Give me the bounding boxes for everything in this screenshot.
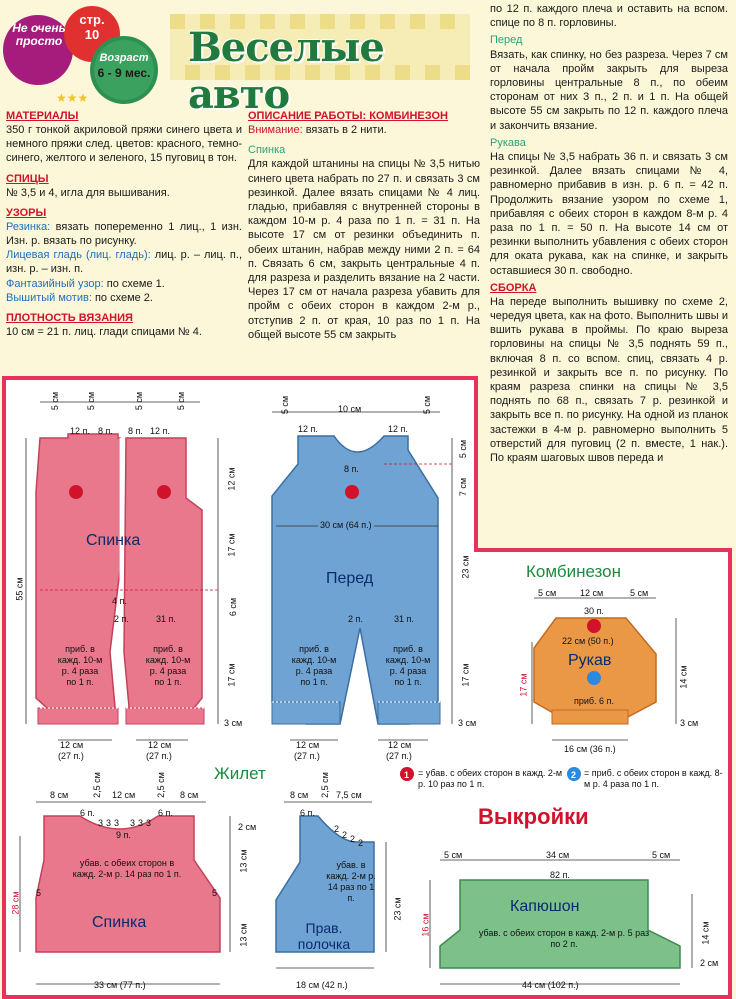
b-4: 4 п. [112, 596, 127, 606]
h-16: 16 см [420, 913, 431, 937]
attention-note: Внимание: вязать в 2 нити. [248, 124, 387, 136]
front-inc-left: приб. в кажд. 10-м р. 4 раза по 1 п. [291, 644, 337, 687]
v-9: 9 п. [116, 830, 131, 840]
v-neck-1: 6 п. [80, 808, 95, 818]
b-bot-lp: (27 п.) [58, 751, 84, 761]
f-h-5: 3 см [458, 718, 477, 728]
legend-2: = приб. с обеих сторон в кажд. 8-м р. 4 раза по 1 п. [584, 768, 723, 789]
b-top-p4: 12 п. [150, 426, 170, 436]
vf-top-3: 7,5 см [336, 790, 362, 800]
sleeve-label: Рукав [568, 652, 612, 669]
vf-neck-2: 2 [334, 824, 340, 834]
f-width: 30 см (64 п.) [320, 520, 372, 530]
v-top-5: 8 см [180, 790, 199, 800]
b-h-3: 6 см [228, 597, 239, 617]
work-heading: ОПИСАНИЕ РАБОТЫ: КОМБИНЕЗОН [248, 110, 448, 122]
vf-top-1: 8 см [290, 790, 309, 800]
b-bot-r: 12 см [148, 740, 172, 750]
overall-front-label: Перед [326, 570, 374, 587]
svg-text:★★★: ★★★ [56, 91, 89, 105]
sleeves-text: На спицы № 3,5 набрать 36 п. и связать 3 см резинкой. Далее вязать спицами № 4, равномерно прибавив в изн. р. 6 п. = 42 п. Продолжить вязание узором по схеме 1, прибавляя с обеих сторон в каждом 8-м р. 4 раза по 1 п. = 50 п. На высоте 14 см от резинки выполнить убавления с обеих сторон для оката рукава, как на спинке, и закрыть оставшиеся 30 п. свободно. [490, 151, 728, 277]
v-28: 28 см [10, 891, 21, 915]
back-text: Для каждой штанины на спицы № 3,5 нитью синего цвета набрать по 27 п. и связать 3 см резинкой. Далее вязать спицами № 4 лиц. гладью, прибавляя с внутренней стороны в каждом 10-м р. 4 раза по 1 п. = 31 п. На высоте 17 см от резинки объединить п. обеих штанин, набрав между ними 2 п. = 64 п. Связать 6 см, закрыть центральные 4 п. для разреза и разделить вязание на 2 части. Через 17 см от начала разреза убавить для пройм с обеих сторон в каждом 2-м р., отступив 2 п. от края, 10 раз по 1 п. На общей высоте 55 см закрыть [248, 158, 480, 341]
v-top-1: 8 см [50, 790, 69, 800]
vf-neck-5: 2 [358, 838, 364, 848]
pattern-stockinette: Лицевая гладь (лиц. гладь): лиц. р. – лиц. п., изн. р. – изн. п. [6, 249, 242, 276]
hood-label: Капюшон [510, 898, 580, 915]
f-top-3: 5 см [422, 395, 433, 415]
f-h-3: 23 см [460, 555, 471, 579]
pattern-fancy: Фантазийный узор: по схеме 1. [6, 277, 165, 290]
f-31: 31 п. [394, 614, 414, 624]
f-top-p1: 12 п. [298, 424, 318, 434]
patterns-heading: УЗОРЫ [6, 206, 47, 219]
v-h-3: 13 см [238, 923, 249, 947]
vf-neck-1: 6 п. [300, 808, 315, 818]
s-h-3: 3 см [680, 718, 699, 728]
needles-text: № 3,5 и 4, игла для вышивания. [6, 186, 170, 199]
h-2: 2 см [700, 958, 719, 968]
svg-text:2: 2 [571, 770, 577, 780]
v-top-4: 2,5 см [155, 772, 166, 798]
vf-23: 23 см [392, 897, 403, 921]
f-h-2: 7 см [458, 477, 469, 497]
vf-top-2: 2,5 см [319, 772, 330, 798]
front-text: Вязать, как спинку, но без разреза. Через 7 см от начала пройм закрыть для выреза горловины центральные 8 п., по обеим сторонам от них 3 п., 2 п. и 1 п. На общей высоте 55 см закрыть по 12 п. каждого плеча и закончить вязание. [490, 48, 728, 132]
v-neck-7: 3 [146, 818, 152, 828]
legend-1: = убав. с обеих сторон в кажд. 2-м р. 10 раз по 1 п. [418, 768, 563, 789]
f-top-1: 5 см [280, 395, 291, 415]
v-neck-4: 3 [114, 818, 120, 828]
s-top-1: 5 см [538, 588, 557, 598]
vest-front-label: Прав. полочка [297, 920, 351, 952]
vf-bot: 18 см (42 п.) [296, 980, 348, 990]
v-5-left: 5 [36, 888, 42, 898]
b-h-5: 3 см [224, 718, 243, 728]
sleeves-heading: Рукава [490, 136, 526, 149]
v-5-right: 5 [212, 888, 218, 898]
v-neck-6: 3 [138, 818, 144, 828]
f-bot-rp: (27 п.) [386, 751, 412, 761]
f-bot-r: 12 см [388, 740, 412, 750]
f-top-2: 10 см [338, 404, 362, 414]
front-heading: Перед [490, 34, 523, 47]
overall-back-label: Спинка [86, 532, 141, 549]
b-top-4: 5 см [176, 391, 187, 411]
b-top-p1: 12 п. [70, 426, 90, 436]
b-top-1: 5 см [50, 391, 61, 411]
f-h-4: 17 см [460, 663, 471, 687]
f-top-p2: 12 п. [388, 424, 408, 434]
f-2: 2 п. [348, 614, 363, 624]
vf-neck-3: 2 [342, 830, 348, 840]
v-neck-2: 3 [98, 818, 104, 828]
b-total: 55 см [14, 577, 25, 601]
patterns-title: Выкройки [478, 804, 589, 829]
sleeve-inc: приб. 6 п. [574, 696, 614, 706]
v-h-1: 2 см [238, 822, 257, 832]
hood-dec: убав. с обеих сторон в кажд. 2-м р. 5 раз по 2 п. [478, 928, 650, 949]
svg-text:1: 1 [404, 770, 410, 780]
b-top-3: 5 см [134, 391, 145, 411]
overall-label: Комбинезон [526, 562, 622, 581]
v-neck-5: 3 [130, 818, 136, 828]
v-h-2: 13 см [238, 849, 249, 873]
b-h-1: 12 см [226, 467, 237, 491]
needles-heading: СПИЦЫ [6, 172, 49, 185]
left-text-column [6, 109, 242, 339]
b-2: 2 п. [114, 614, 129, 624]
f-8: 8 п. [344, 464, 359, 474]
s-22: 22 см (50 п.) [562, 636, 614, 646]
b-31: 31 п. [156, 614, 176, 624]
patterns-panel [0, 372, 736, 999]
b-top-2: 5 см [86, 391, 97, 411]
pattern-embroidery: Вышитый мотив: по схеме 2. [6, 291, 153, 304]
v-top-3: 12 см [112, 790, 136, 800]
materials-heading: МАТЕРИАЛЫ [6, 110, 79, 122]
h-top-3: 5 см [652, 850, 671, 860]
badge-age: 6 - 9 мес. [97, 66, 151, 80]
vest-front-dec: убав. в кажд. 2-м р. 14 раз по 1 п. [326, 860, 376, 903]
back-inc-right: приб. в кажд. 10-м р. 4 раза по 1 п. [145, 644, 191, 687]
pattern-rib: Резинка: вязать попеременно 1 лиц., 1 изн. Изн. р. вязать по рисунку. [6, 220, 242, 248]
badge-age-label: Возраст [99, 52, 149, 64]
v-top-2: 2,5 см [91, 772, 102, 798]
badge-easy: Не очень просто [12, 21, 66, 48]
vest-label: Жилет [214, 764, 266, 783]
assembly-text: На переде выполнить вышивку по схеме 2, чередуя цвета, как на фото. Выполнить швы и вшить рукава в проймы. По краю выреза горловины на спицы № 3,5 поднять 59 п., включая 8 п. со вспом. спиц, связать 4 р. резинкой и закрыть все п. по рисунку. По краям разреза спинки на спицы № 3,5 поднять по 68 п., связать 7 р. резинкой и закрыть все п. по рисунку. На одной из планок застежки в 4-м р. равномерно выполнить 5 отверстий для пуговиц (2 п. вместе, 1 нак.). По краям шаговых швов переда и [490, 295, 728, 465]
v-neck-8: 6 п. [158, 808, 173, 818]
page-title: Веселые авто [188, 24, 384, 118]
materials-text: 350 г тонкой акриловой пряжи синего цвета и немного пряжи след. цветов: красного, темно-синего, желтого и зеленого, 15 пуговиц в тон. [6, 124, 242, 165]
vest-back-label: Спинка [92, 914, 147, 931]
back-inc-left: приб. в кажд. 10-м р. 4 раза по 1 п. [57, 644, 103, 687]
v-bot: 33 см (77 п.) [94, 980, 146, 990]
b-h-4: 17 см [226, 663, 237, 687]
h-bot: 44 см (102 п.) [522, 980, 579, 990]
s-h-2: 14 см [678, 665, 689, 689]
h-82: 82 п. [550, 870, 570, 880]
f-h-1: 5 см [458, 439, 469, 459]
f-bot-l: 12 см [296, 740, 320, 750]
s-30: 30 п. [584, 606, 604, 616]
vest-dec: убав. с обеих сторон в кажд. 2-м р. 14 раз по 1 п. [72, 858, 182, 879]
h-top-2: 34 см [546, 850, 570, 860]
b-bot-rp: (27 п.) [146, 751, 172, 761]
s-h-1: 17 см [518, 673, 529, 697]
front-inc-right: приб. в кажд. 10-м р. 4 раза по 1 п. [385, 644, 431, 687]
right-continued-text: по 12 п. каждого плеча и оставить на вспом. спице по 8 п. горловины. [490, 3, 728, 30]
s-top-2: 12 см [580, 588, 604, 598]
s-top-3: 5 см [630, 588, 649, 598]
density-text: 10 см = 21 п. лиц. глади спицами № 4. [6, 326, 202, 339]
b-top-p3: 8 п. [128, 426, 143, 436]
vf-neck-4: 2 [350, 834, 356, 844]
middle-text-column [248, 109, 480, 342]
density-heading: ПЛОТНОСТЬ ВЯЗАНИЯ [6, 312, 133, 325]
b-bot-l: 12 см [60, 740, 84, 750]
s-bot: 16 см (36 п.) [564, 744, 616, 754]
h-top-1: 5 см [444, 850, 463, 860]
h-14: 14 см [700, 921, 711, 945]
back-heading: Спинка [248, 144, 286, 157]
f-bot-lp: (27 п.) [294, 751, 320, 761]
b-top-p2: 8 п. [98, 426, 113, 436]
v-neck-3: 3 [106, 818, 112, 828]
assembly-heading: СБОРКА [490, 281, 537, 294]
badge-page: стр. 10 [79, 12, 105, 42]
b-h-2: 17 см [226, 533, 237, 557]
